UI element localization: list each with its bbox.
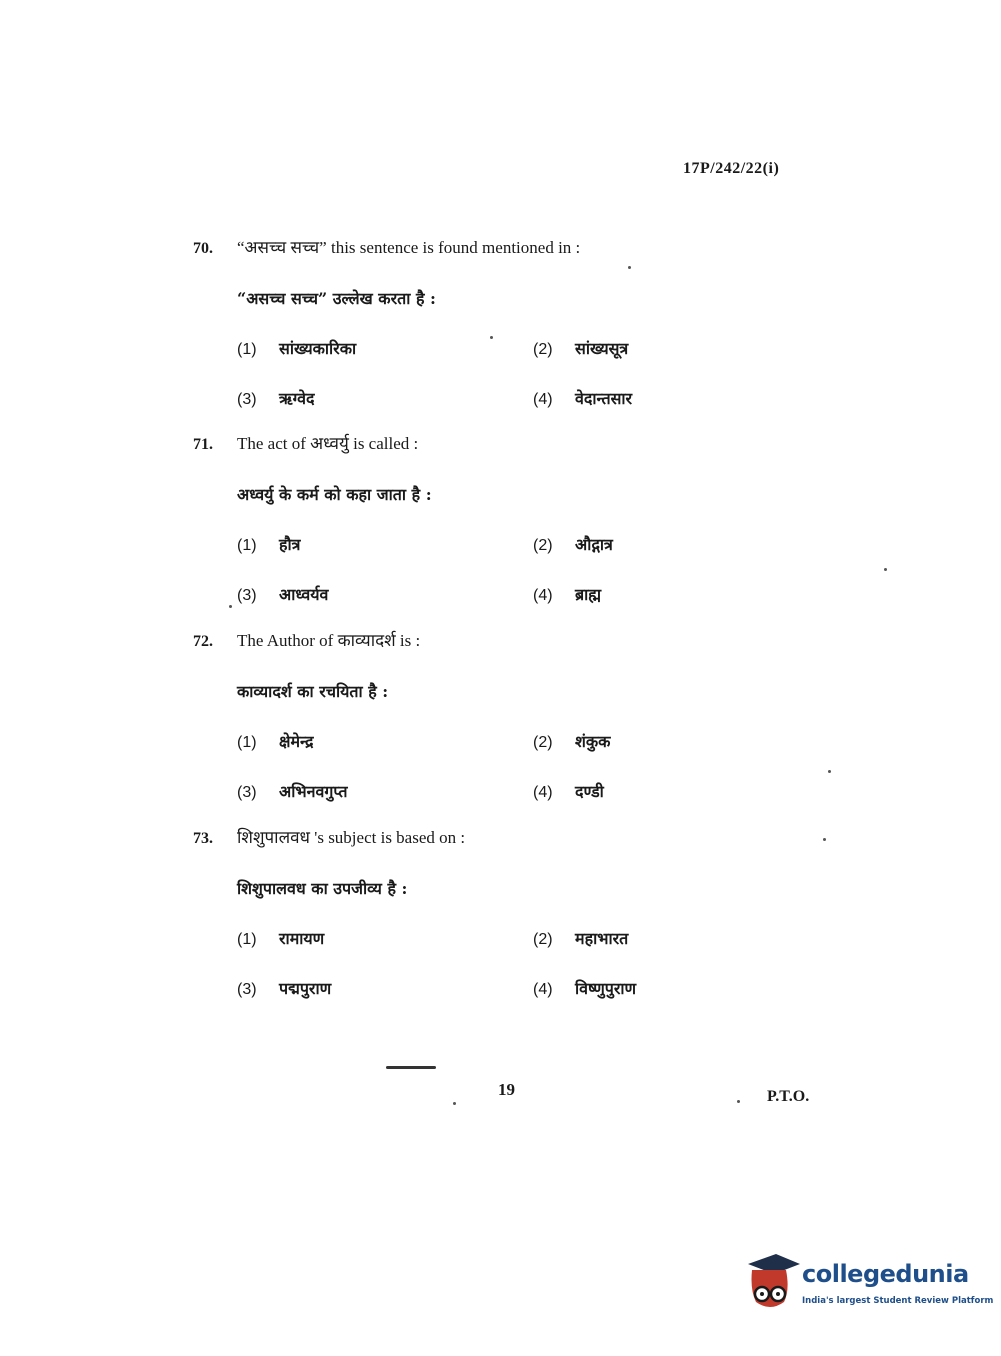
collegedunia-watermark: [742, 1250, 994, 1320]
question-number: 70.: [193, 240, 213, 257]
option-text: रामायण: [279, 929, 325, 948]
question-71: [193, 434, 833, 605]
option-text: विष्णुपुराण: [575, 979, 637, 998]
option-1: [237, 927, 533, 949]
scan-speck: [884, 568, 887, 571]
option-number: (4): [533, 784, 553, 801]
option-text: दण्डी: [575, 782, 604, 801]
scan-speck: [453, 1102, 456, 1105]
option-number: (1): [237, 931, 257, 948]
option-text: सांख्यकारिका: [279, 339, 357, 358]
option-text: आध्वर्यव: [279, 585, 329, 604]
option-number: (1): [237, 734, 257, 751]
brand-tagline: India's largest Student Review Platform: [802, 1296, 994, 1306]
option-3: [237, 387, 533, 409]
question-number: 71.: [193, 436, 213, 453]
question-english-line: [193, 631, 833, 652]
question-english-line: [193, 238, 833, 259]
option-number: (4): [533, 391, 553, 408]
option-text: वेदान्तसार: [575, 389, 633, 408]
option-number: (2): [533, 341, 553, 358]
question-english-line: [193, 828, 833, 849]
option-2: [533, 533, 833, 555]
option-number: (3): [237, 981, 257, 998]
option-text: महाभारत: [575, 929, 629, 948]
options-grid: [237, 730, 833, 802]
option-3: [237, 780, 533, 802]
option-1: [237, 730, 533, 752]
option-2: [533, 927, 833, 949]
option-text: पद्मपुराण: [279, 979, 332, 998]
scan-speck: [229, 605, 232, 608]
options-grid: [237, 533, 833, 605]
option-4: [533, 977, 833, 999]
page-number: 19: [498, 1080, 515, 1099]
brand-name: collegedunia: [802, 1260, 969, 1288]
scan-speck: [823, 838, 826, 841]
option-4: [533, 780, 833, 802]
question-hindi-text: अध्वर्यु के कर्म को कहा जाता है :: [237, 485, 432, 504]
option-number: (2): [533, 931, 553, 948]
option-text: अभिनवगुप्त: [279, 782, 348, 801]
option-text: ऋग्वेद: [279, 389, 315, 408]
question-english-line: [193, 434, 833, 455]
option-text: क्षेमेन्द्र: [279, 732, 314, 751]
question-70: [193, 238, 833, 409]
question-english-text: “असच्च सच्च” this sentence is found mentioned in :: [237, 238, 581, 257]
question-hindi-text: “असच्च सच्च” उल्लेख करता है :: [237, 289, 436, 308]
scan-smudge: [386, 1066, 436, 1069]
option-3: [237, 977, 533, 999]
question-73: [193, 828, 833, 999]
student-mascot-icon: [742, 1250, 800, 1316]
option-number: (2): [533, 734, 553, 751]
question-english-text: The Author of काव्यादर्श is :: [237, 631, 421, 650]
option-1: [237, 533, 533, 555]
option-3: [237, 583, 533, 605]
option-number: (4): [533, 587, 553, 604]
option-number: (1): [237, 341, 257, 358]
option-4: [533, 583, 833, 605]
option-number: (3): [237, 784, 257, 801]
paper-code: 17P/242/22(i): [683, 160, 780, 177]
question-72: [193, 631, 833, 802]
scan-speck: [828, 770, 831, 773]
option-number: (2): [533, 537, 553, 554]
option-text: औद्गात्र: [575, 535, 613, 554]
option-4: [533, 387, 833, 409]
scan-speck: [490, 336, 493, 339]
question-english-text: शिशुपालवध 's subject is based on :: [237, 828, 466, 847]
options-grid: [237, 927, 833, 999]
pto-label: P.T.O.: [767, 1088, 810, 1105]
question-hindi-text: काव्यादर्श का रचयिता है :: [237, 682, 389, 701]
option-number: (1): [237, 537, 257, 554]
option-text: ब्राह्म: [575, 585, 602, 604]
option-text: सांख्यसूत्र: [575, 339, 629, 358]
option-number: (3): [237, 587, 257, 604]
scan-speck: [737, 1100, 740, 1103]
option-text: शंकुक: [575, 732, 611, 751]
scan-speck: [628, 266, 631, 269]
option-text: हौत्र: [279, 535, 301, 554]
option-number: (4): [533, 981, 553, 998]
option-2: [533, 730, 833, 752]
question-english-text: The act of अध्वर्यु is called :: [237, 434, 419, 453]
question-hindi-text: शिशुपालवध का उपजीव्य है :: [237, 879, 408, 898]
question-number: 72.: [193, 633, 213, 650]
option-1: [237, 337, 533, 359]
option-2: [533, 337, 833, 359]
options-grid: [237, 337, 833, 409]
question-number: 73.: [193, 830, 213, 847]
option-number: (3): [237, 391, 257, 408]
